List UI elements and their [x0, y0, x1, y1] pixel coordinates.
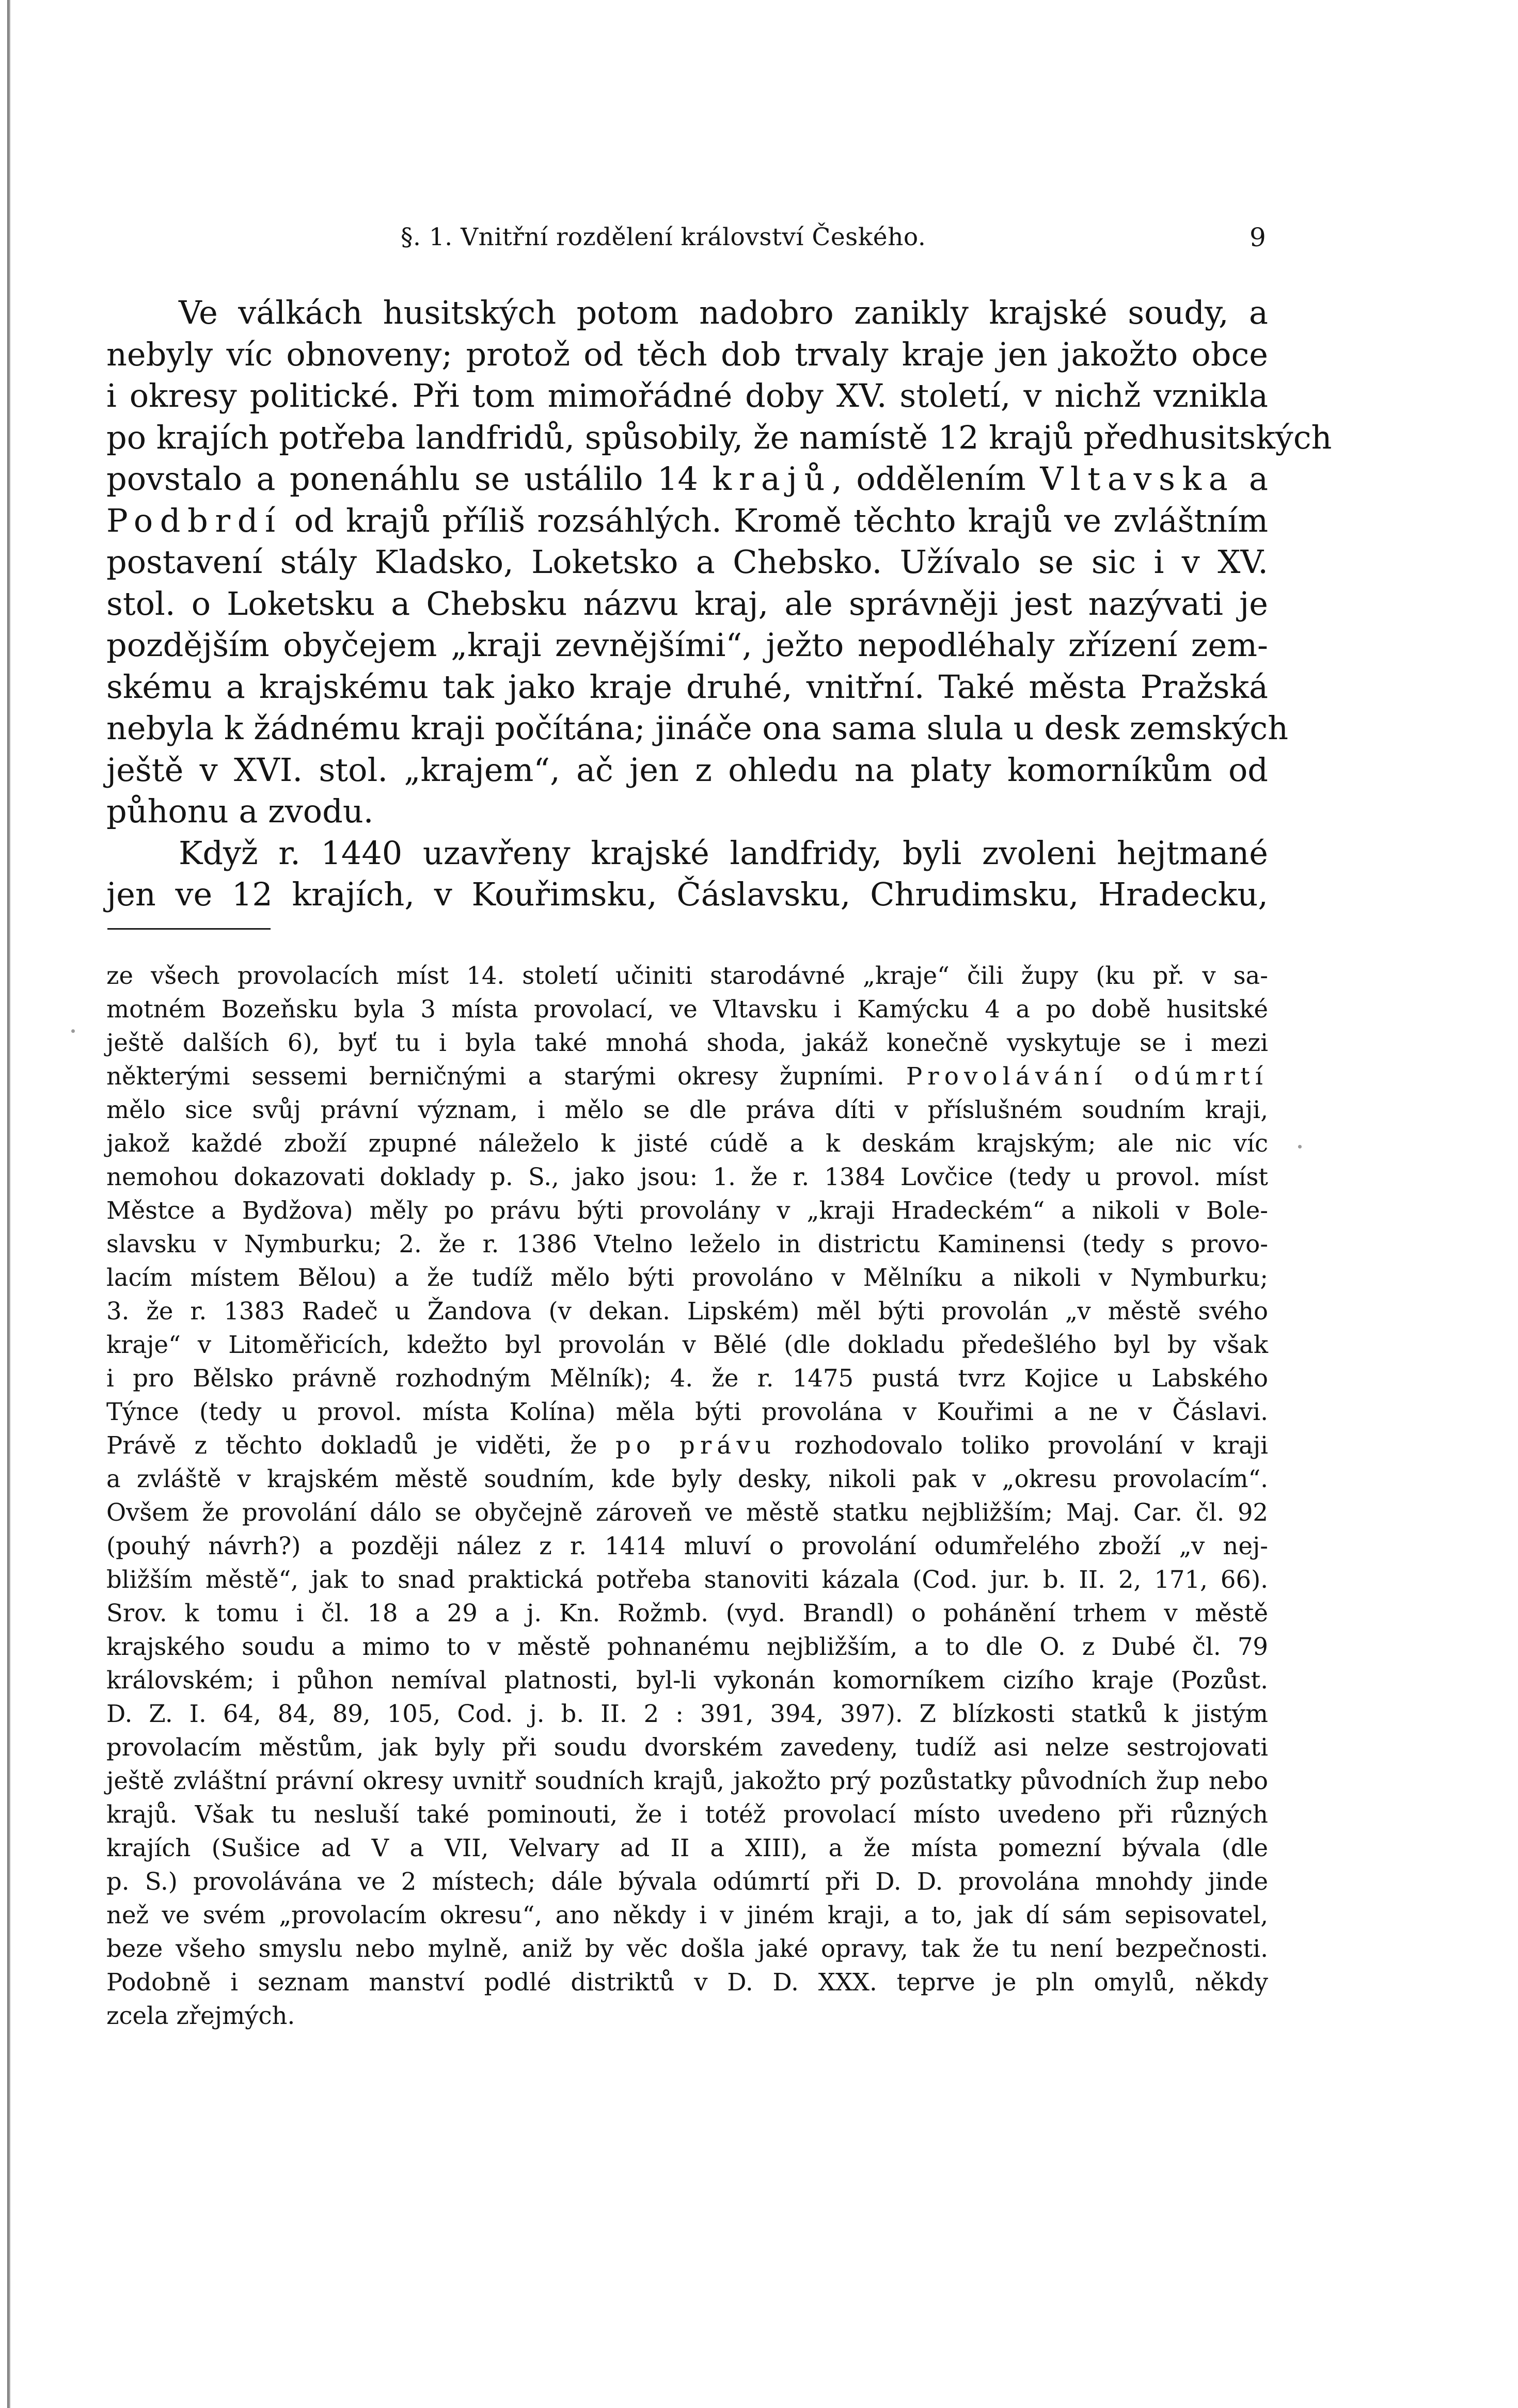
footnote-line: bližším městě“, jak to snad praktická potřeba stanoviti kázala (Cod. jur. b. II. 2, 171, 66).	[106, 1566, 1268, 1593]
text-line: nebyly víc obnoveny; protož od těch dob trvaly kraje jen jakožto obce	[106, 335, 1268, 373]
footnote-line: krajů. Však tu nesluší také pominouti, že i totéž provolací místo uvedeno při různých	[106, 1800, 1268, 1828]
footnote-line: beze všeho smyslu nebo mylně, aniž by věc došla jaké opravy, tak že tu není bezpečnosti.	[106, 1935, 1268, 1963]
footnote-line: některými sessemi berničnými a starými okresy župními. Provolávání odúmrtí	[106, 1062, 1268, 1090]
spaced-term: po právu	[615, 1431, 777, 1459]
paragraph	[106, 292, 1332, 833]
text-line: povstalo a ponenáhlu se ustálilo 14 krajů, oddělením Vltavska a	[106, 460, 1269, 498]
footnote-line: Městce a Bydžova) měly po právu býti provolány v „kraji Hradeckém“ a nikoli v Bole-	[106, 1197, 1268, 1224]
text-line: Když r. 1440 uzavřeny krajské landfridy, byli zvoleni hejtmané	[179, 834, 1268, 872]
footnote-line: motném Bozeňsku byla 3 místa provolací, ve Vltavsku i Kamýcku 4 a po době husitské	[106, 995, 1268, 1023]
footnote-line: krajích (Sušice ad V a VII, Velvary ad II a XIII), a že místa pomezní bývala (dle	[106, 1834, 1268, 1862]
footnote-line: slavsku v Nymburku; 2. že r. 1386 Vtelno leželo in districtu Kaminensi (tedy s provo-	[106, 1230, 1268, 1258]
text-line: po krajích potřeba landfridů, spůsobily, že namístě 12 krajů předhusitských	[106, 418, 1332, 456]
footnote-line: mělo sice svůj právní význam, i mělo se dle práva díti v příslušném soudním kraji,	[106, 1096, 1268, 1124]
spaced-term: Vltavska	[1040, 460, 1235, 498]
footnote	[106, 959, 1268, 2033]
main-text	[106, 292, 1332, 916]
text-line: jen ve 12 krajích, v Kouřimsku, Čáslavsku, Chrudimsku, Hradecku,	[106, 875, 1268, 913]
footnote-line: krajského soudu a mimo to v městě pohnanému nejbližším, a to dle O. z Dubé čl. 79	[106, 1633, 1268, 1661]
footnote-line: Srov. k tomu i čl. 18 a 29 a j. Kn. Rožmb. (vyd. Brandl) o pohánění trhem v městě	[106, 1599, 1268, 1627]
spaced-term: Provolávání odúmrtí	[906, 1062, 1268, 1090]
footnote-line: a zvláště v krajském městě soudním, kde byly desky, nikoli pak v „okresu provolacím“.	[106, 1465, 1268, 1493]
text-line: pozdějším obyčejem „kraji zevnějšími“, ježto nepodléhaly zřízení zem-	[106, 626, 1268, 664]
footnote-line: královském; i půhon nemíval platnosti, byl-li vykonán komorníkem cizího kraje (Pozůst.	[106, 1666, 1268, 1694]
spaced-term: Podbrdí	[106, 501, 282, 539]
text-line: skému a krajskému tak jako kraje druhé, vnitřní. Také města Pražská	[106, 667, 1268, 706]
footnote-line: D. Z. I. 64, 84, 89, 105, Cod. j. b. II. 2 : 391, 394, 397). Z blízkosti statků k jistým	[106, 1700, 1268, 1728]
footnote-line: Podobně i seznam manství podlé distriktů v D. D. XXX. teprve je pln omylů, někdy	[106, 1968, 1268, 1996]
text-line: Podbrdí od krajů příliš rozsáhlých. Kromě těchto krajů ve zvláštním	[106, 501, 1268, 539]
footnote-line: (pouhý návrh?) a později nález z r. 1414 mluví o provolání odumřelého zboží „v nej-	[106, 1532, 1268, 1560]
footnote-line: ještě dalších 6), byť tu i byla také mnohá shoda, jakáž konečně vyskytuje se i mezi	[106, 1029, 1268, 1057]
text-line: Ve válkách husitských potom nadobro zanikly krajské soudy, a	[179, 294, 1268, 331]
scan-speck	[71, 1029, 75, 1033]
paragraph	[106, 833, 1268, 916]
page-number: 9	[1250, 222, 1266, 252]
running-head: §. 1. Vnitřní rozdělení království Českého.	[401, 223, 926, 251]
footnote-line: ještě zvláštní právní okresy uvnitř soudních krajů, jakožto prý pozůstatky původních žup nebo	[106, 1767, 1268, 1795]
footnote-line: Týnce (tedy u provol. místa Kolína) měla býti provolána v Kouřimi a ne v Čáslavi.	[106, 1398, 1268, 1426]
footnote-line: p. S.) provolávána ve 2 místech; dále bývala odúmrtí při D. D. provolána mnohdy jinde	[106, 1868, 1268, 1895]
footnote-line: Právě z těchto dokladů je viděti, že po právu rozhodovalo toliko provolání v kraji	[106, 1431, 1268, 1459]
footnote-line: zcela zřejmých.	[106, 2002, 295, 2030]
footnote-line: jakož každé zboží zpupné náleželo k jisté cúdě a k deskám krajským; ale nic víc	[106, 1129, 1268, 1157]
text-line: stol. o Loketsku a Chebsku názvu kraj, ale správněji jest nazývati je	[106, 584, 1268, 623]
footnote-line: provolacím městům, jak byly při soudu dvorském zavedeny, tudíž asi nelze sestrojovati	[106, 1733, 1268, 1761]
text-line: nebyla k žádnému kraji počítána; jináče ona sama slula u desk zemských	[106, 709, 1289, 747]
footnote-line: lacím místem Bělou) a že tudíž mělo býti provoláno v Mělníku a nikoli v Nymburku;	[106, 1264, 1268, 1291]
text-line: ještě v XVI. stol. „krajem“, ač jen z ohledu na platy komorníkům od	[106, 751, 1268, 789]
text-line: i okresy politické. Při tom mimořádné doby XV. století, v nichž vznikla	[106, 377, 1268, 414]
footnote-line: než ve svém „provolacím okresu“, ano někdy i v jiném kraji, a to, jak dí sám sepisovatel,	[106, 1901, 1268, 1929]
spaced-term: krajů	[712, 460, 832, 498]
footnote-line: ze všech provolacích míst 14. století učiniti starodávné „kraje“ čili župy (ku př. v sa-	[106, 962, 1268, 990]
text-line: půhonu a zvodu.	[106, 792, 374, 830]
scan-speck	[1298, 1145, 1302, 1149]
page-edge-line	[7, 0, 10, 2408]
footnote-line: nemohou dokazovati doklady p. S., jako jsou: 1. že r. 1384 Lovčice (tedy u provol. míst	[106, 1163, 1268, 1191]
footnote-line: Ovšem že provolání dálo se obyčejně zároveň ve městě statku nejbližším; Maj. Car. čl. 92	[106, 1498, 1268, 1526]
footnote-line: kraje“ v Litoměřicích, kdežto byl provolán v Bělé (dle dokladu předešlého byl by však	[106, 1331, 1268, 1359]
text-line: postavení stály Kladsko, Loketsko a Chebsko. Užívalo se sic i v XV.	[106, 543, 1268, 581]
footnote-line: i pro Bělsko právně rozhodným Mělník); 4. že r. 1475 pustá tvrz Kojice u Labského	[106, 1364, 1268, 1392]
footnote-rule	[107, 928, 271, 930]
footnote-line: 3. že r. 1383 Radeč u Žandova (v dekan. Lipském) měl býti provolán „v městě svého	[106, 1297, 1268, 1325]
